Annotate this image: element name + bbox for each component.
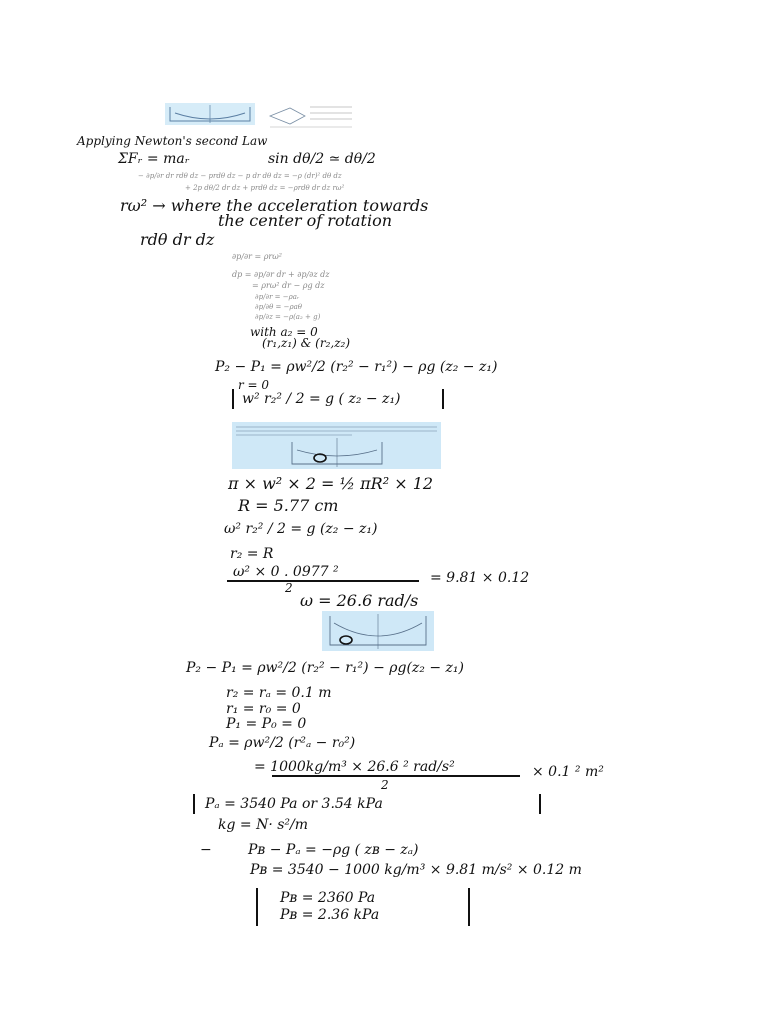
boxed-result bbox=[256, 888, 470, 926]
note-line: the center of rotation bbox=[218, 211, 393, 230]
figure-element-sketch bbox=[260, 102, 355, 130]
note-line: sin dθ/2 ≃ dθ/2 bbox=[268, 151, 376, 167]
printed-equation: dp = ∂p/∂r dr + ∂p/∂z dz bbox=[232, 270, 330, 279]
note-line: − bbox=[200, 842, 212, 858]
note-line: Pʙ − Pₐ = −ρg ( zʙ − zₐ) bbox=[248, 842, 419, 858]
note-line: π × w² × 2 = ½ πR² × 12 bbox=[228, 474, 434, 493]
figure-thumbnail-open-tank bbox=[322, 611, 434, 651]
printed-equation: ∂p/∂r = −ρaᵣ bbox=[255, 293, 300, 301]
note-line: 2 bbox=[285, 581, 293, 595]
note-line: Pʙ = 3540 − 1000 kg/m³ × 9.81 m/s² × 0.12 m bbox=[250, 862, 582, 878]
note-line: rdθ dr dz bbox=[140, 230, 215, 249]
fraction-bar bbox=[227, 580, 419, 582]
note-line: ΣFᵣ = maᵣ bbox=[118, 151, 190, 167]
note-line: P₂ − P₁ = ρw²/2 (r₂² − r₁²) − ρg(z₂ − z₁) bbox=[186, 660, 464, 676]
boxed-equation: Pₐ = 3540 Pa or 3.54 kPa bbox=[205, 796, 383, 812]
boxed-result bbox=[232, 389, 444, 409]
note-line: R = 5.77 cm bbox=[238, 496, 339, 515]
note-line: rω² → where the acceleration towards bbox=[120, 196, 429, 215]
problem-card-sketch bbox=[232, 422, 441, 469]
note-line: Applying Newton's second Law bbox=[77, 134, 268, 148]
boxed-equation: Pʙ = 2.36 kPa bbox=[280, 907, 380, 923]
note-line: r₂ = rₐ = 0.1 m bbox=[226, 685, 332, 701]
note-line: with a₂ = 0 bbox=[250, 325, 318, 339]
note-line: ω² r₂² / 2 = g (z₂ − z₁) bbox=[224, 521, 378, 537]
note-line: P₁ = P₀ = 0 bbox=[226, 716, 307, 732]
printed-equation: − ∂p/∂r dr rdθ dz − prdθ dz − p dr dθ dz = −ρ (dr)² dθ dz bbox=[138, 172, 342, 180]
note-line: P₂ − P₁ = ρw²/2 (r₂² − r₁²) − ρg (z₂ − z₁) bbox=[215, 359, 498, 375]
note-line: = 1000kg/m³ × 26.6 ² rad/s² bbox=[254, 759, 455, 775]
note-line: ω² × 0 . 0977 ² bbox=[233, 564, 339, 580]
note-line: ω = 26.6 rad/s bbox=[300, 591, 419, 610]
note-line: Pₐ = ρw²/2 (r²ₐ − r₀²) bbox=[209, 735, 356, 751]
printed-equation: = ρrω² dr − ρg dz bbox=[252, 281, 325, 290]
boxed-equation: w² r₂² / 2 = g ( z₂ − z₁) bbox=[242, 391, 401, 407]
note-line: (r₁,z₁) & (r₂,z₂) bbox=[262, 336, 351, 350]
note-line: r₂ = R bbox=[230, 546, 274, 562]
fraction-bar bbox=[272, 775, 520, 777]
note-line: r₁ = r₀ = 0 bbox=[226, 701, 301, 717]
printed-equation: ∂p/∂r = ρrω² bbox=[232, 252, 282, 261]
figure-thumbnail-cylinder-element bbox=[165, 103, 255, 125]
boxed-result bbox=[193, 794, 541, 814]
note-line: r = 0 bbox=[238, 378, 270, 392]
boxed-equation: Pʙ = 2360 Pa bbox=[280, 890, 376, 906]
printed-equation: ∂p/∂θ = −ρaθ bbox=[255, 303, 302, 311]
note-line: kg = N· s²/m bbox=[218, 817, 309, 833]
printed-equation: + 2p dθ/2 dr dz + prdθ dz = −ρrdθ dr dz rω² bbox=[185, 184, 345, 192]
printed-equation: ∂p/∂z = −ρ(a₂ + g) bbox=[255, 313, 321, 321]
note-line: × 0.1 ² m² bbox=[532, 764, 604, 780]
problem-card-thumbnail bbox=[232, 422, 441, 469]
figure-sketch bbox=[165, 103, 255, 125]
note-line: = 9.81 × 0.12 bbox=[430, 570, 530, 586]
open-tank-sketch bbox=[322, 611, 434, 651]
note-line: 2 bbox=[381, 778, 389, 792]
